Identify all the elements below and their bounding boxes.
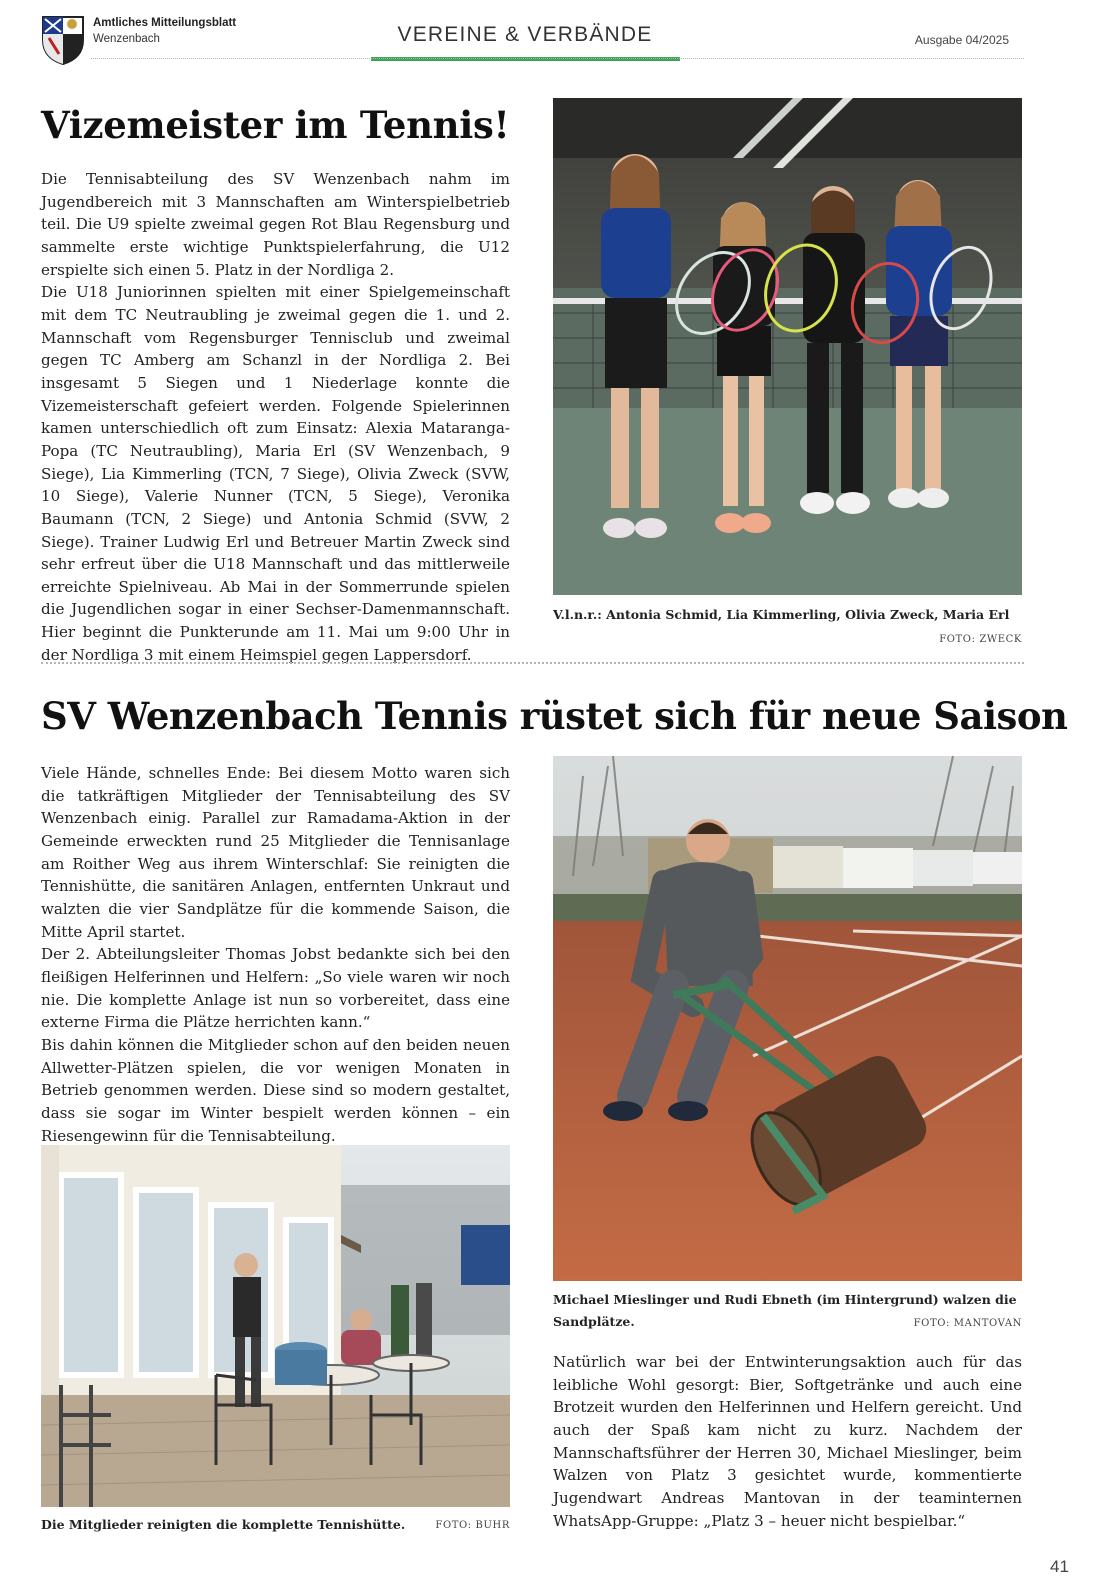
article2-paragraph: Viele Hände, schnelles Ende: Bei diesem Motto waren sich die tatkräftigen Mitglieder der Tennisabteilung des SV Wenzenbach einig. Parallel zur Ramadama-Aktion in der Gemeinde erweckten rund 25 Mitglieder die Tennisanlage am Roither Weg aus ihrem Winterschlaf: Sie reinigten die Tennishütte, die sanitären Anlagen, entfernten Unkraut und walzten die vier Sandplätze für die kommende Saison, die Mitte April startet. [41, 764, 510, 941]
court-roller-photo [553, 756, 1022, 1281]
article2-paragraph: Natürlich war bei der Entwinterungsaktion auch für das leibliche Wohl gesorgt: Bier, Softgetränke und auch eine Brotzeit wurden den Helferinnen und Helfern gereicht. Und auch der Spaß kam nicht zu kurz. Nachdem der Mannschaftsführer der Herren 30, Michael Mieslinger, beim Walzen von Platz 3 gesichtet wurde, kommentierte Jugendwart Andreas Mantovan in der teaminternen WhatsApp-Gruppe: „Platz 3 – heuer nicht bespielbar.“ [553, 1353, 1022, 1530]
article2-headline: SV Wenzenbach Tennis rüstet sich für neue Saison [41, 694, 1068, 738]
page-number: 41 [1050, 1557, 1069, 1576]
article1-body [41, 168, 510, 666]
issue-label: Ausgabe 04/2025 [914, 33, 1009, 47]
article2-paragraph: Der 2. Abteilungsleiter Thomas Jobst bedankte sich bei den fleißigen Helferinnen und Helfern: „So viele waren wir noch nie. Die komplette Anlage ist nun so vorbereitet, dass eine externe Firma die Plätze herrichten kann.“ [41, 945, 510, 1032]
article2-body-column1 [41, 762, 510, 1147]
clubhouse-cleaning-photo-caption: Die Mitglieder reinigten die komplette Tennishütte. [41, 1517, 406, 1532]
clubhouse-cleaning-photo-credit: FOTO: BUHR [435, 1520, 510, 1531]
clubhouse-cleaning-photo [41, 1145, 510, 1507]
article2-paragraph: Bis dahin können die Mitglieder schon auf den beiden neuen Allwetter-Plätzen spielen, die vor wenigen Monaten in Betrieb genommen werden. Diese sind so modern gestaltet, dass sie sogar im Winter bespielt werden können – ein Riesengewinn für die Tennisabteilung. [41, 1035, 510, 1145]
article1-paragraph: Die U18 Juniorinnen spielten mit einer Spielgemeinschaft mit dem TC Neutraubling je zweimal gegen die 1. und 2. Mannschaft vom Regensburger Tennisclub und zweimal gegen TC Amberg am Schanzl in der Nordliga 2. Bei insgesamt 5 Siegen und 1 Niederlage konnte die Vizemeisterschaft gefeiert werden. Folgende Spielerinnen kamen unterschiedlich oft zum Einsatz: Alexia Mataranga-Popa (TC Neutraubling), Maria Erl (SV Wenzenbach, 9 Siege), Lia Kimmerling (TCN, 7 Siege), Olivia Zweck (SVW, 10 Siege), Valerie Nunner (TCN, 5 Siege), Veronika Baumann (TCN, 2 Siege) und Antonia Schmid (SVW, 2 Siege). Trainer Ludwig Erl und Betreuer Martin Zweck sind sehr erfreut über die U18 Mannschaft und das mittlerweile erreichte Spielniveau. Ab Mai in der Sommerrunde spielen die Jugendlichen sogar in einer Sechser-Damenmannschaft. Hier beginnt die Punkterunde am 11. Mai um 9:00 Uhr in der Nordliga 3 mit einem Heimspiel gegen Lappersdorf. [41, 283, 510, 664]
header-divider [91, 58, 1024, 59]
court-roller-photo-credit: FOTO: MANTOVAN [913, 1318, 1022, 1329]
municipal-crest-icon [41, 14, 85, 66]
publication-subtitle: Wenzenbach [93, 33, 160, 45]
tennis-team-photo-credit: FOTO: ZWECK [939, 634, 1022, 645]
article2-body-column2 [553, 1351, 1022, 1532]
tennis-team-photo-caption: V.l.n.r.: Antonia Schmid, Lia Kimmerling, Olivia Zweck, Maria Erl [553, 607, 1010, 622]
tennis-team-photo [553, 98, 1022, 595]
article1-paragraph: Die Tennisabteilung des SV Wenzenbach nahm im Jugendbereich mit 3 Mannschaften am Winterspielbetrieb teil. Die U9 spielte zweimal gegen Rot Blau Regensburg und sammelte erste wichtige Punktspielerfahrung, die U12 erspielte sich einen 5. Platz in der Nordliga 2. [41, 170, 510, 279]
article1-headline: Vizemeister im Tennis! [41, 103, 510, 147]
publication-title: Amtliches Mitteilungsblatt [93, 17, 237, 29]
court-roller-photo-caption: Michael Mieslinger und Rudi Ebneth (im Hintergrund) walzen die Sandplätze. [553, 1292, 1017, 1329]
section-title: VEREINE & VERBÄNDE [397, 23, 653, 46]
article-divider [41, 662, 1024, 664]
